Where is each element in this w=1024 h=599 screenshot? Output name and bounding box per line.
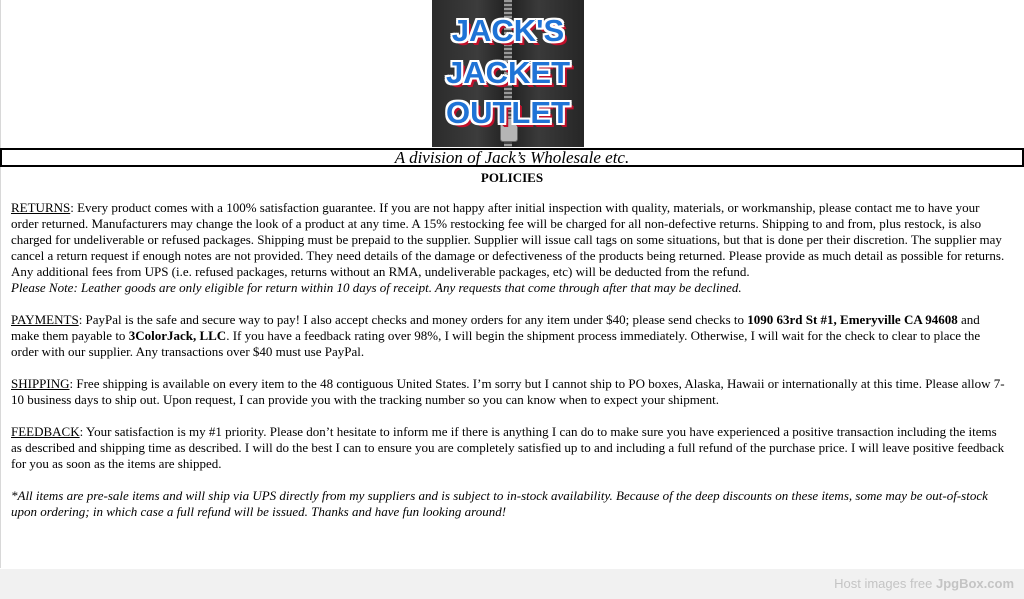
jacks-jacket-outlet-logo — [432, 0, 584, 147]
payments-text-1: : PayPal is the safe and secure way to pay! I also accept checks and money orders for any item under $40; please send checks to — [78, 312, 748, 327]
logo-line-3: OUTLET — [446, 95, 570, 130]
returns-section — [11, 200, 1009, 296]
shipping-heading: SHIPPING — [11, 376, 70, 391]
watermark-brand: JpgBox.com — [935, 576, 1014, 591]
payments-section — [11, 312, 1009, 360]
feedback-text: : Your satisfaction is my #1 priority. Please don’t hesitate to inform me if there is anything I can do to make sure you have experienced a positive transaction including the items as described and shipping time as described. I will do the best I can to ensure you are completely satisfied up to and including a full refund of the purchase price. I will leave positive feedback for you as soon as the items are shipped. — [11, 424, 1005, 471]
shipping-section — [11, 376, 1009, 408]
watermark-prefix: Host images free — [834, 576, 936, 591]
payments-text-2: and make them payable to — [11, 312, 980, 343]
feedback-section — [11, 424, 1009, 472]
logo-line-2: JACKET — [445, 55, 570, 90]
disclaimer — [11, 488, 1009, 520]
policies-content — [11, 200, 1009, 536]
payments-text-3: . If you have a feedback rating over 98%, I will begin the shipment process immediately. Otherwise, I will wait for the check to clear to place the order with our supplier. Any transactions over $40 must use PayPal. — [11, 328, 981, 359]
feedback-heading: FEEDBACK — [11, 424, 80, 439]
host-watermark[interactable] — [834, 576, 1014, 591]
payments-heading: PAYMENTS — [11, 312, 79, 327]
shipping-text: : Free shipping is available on every item to the 48 contiguous United States. I’m sorry but I cannot ship to PO boxes, Alaska, Hawaii or internationally at this time. Please allow 7-10 business days to ship out. Upon request, I can provide you with the tracking number so you can know when to expect your shipment. — [11, 376, 1005, 407]
returns-heading: RETURNS — [11, 200, 71, 215]
payments-payee: 3ColorJack, LLC — [128, 328, 227, 343]
page-title: POLICIES — [480, 170, 544, 185]
payments-address: 1090 63rd St #1, Emeryville CA 94608 — [747, 312, 958, 327]
returns-text: : Every product comes with a 100% satisfaction guarantee. If you are not happy after initial inspection with quality, materials, or workmanship, please contact me to have your order returned. Manufacturers may change the look of a product at any time. A 15% restocking fee will be charged for all non-defective returns. Shipping to and from, plus restock, is also charged for undeliverable or refused packages. Shipping must be prepaid to the supplier. Supplier will issue call tags on some situations, but that is done per their discretion. The supplier may cancel a return request if enough notes are not provided. They need details of the damage or defectiveness of the products being returned. Please provide as much detail as possible for returns. Any additional fees from UPS (i.e. refused packages, returns without an RMA, undeliverable packages, etc) will be deducted from the refund. — [11, 200, 1005, 279]
division-banner: A division of Jack’s Wholesale etc. — [0, 148, 1024, 167]
returns-note: Please Note: Leather goods are only eligible for return within 10 days of receipt. Any requests that come through after that may be declined. — [11, 280, 742, 295]
logo-line-1: JACK'S — [451, 13, 565, 48]
disclaimer-text: *All items are pre-sale items and will ship via UPS directly from my suppliers and is subject to in-stock availability. Because of the deep discounts on these items, some may be out-of-stock upon ordering; in which case a full refund will be issued. Thanks and have fun looking around! — [11, 488, 988, 519]
